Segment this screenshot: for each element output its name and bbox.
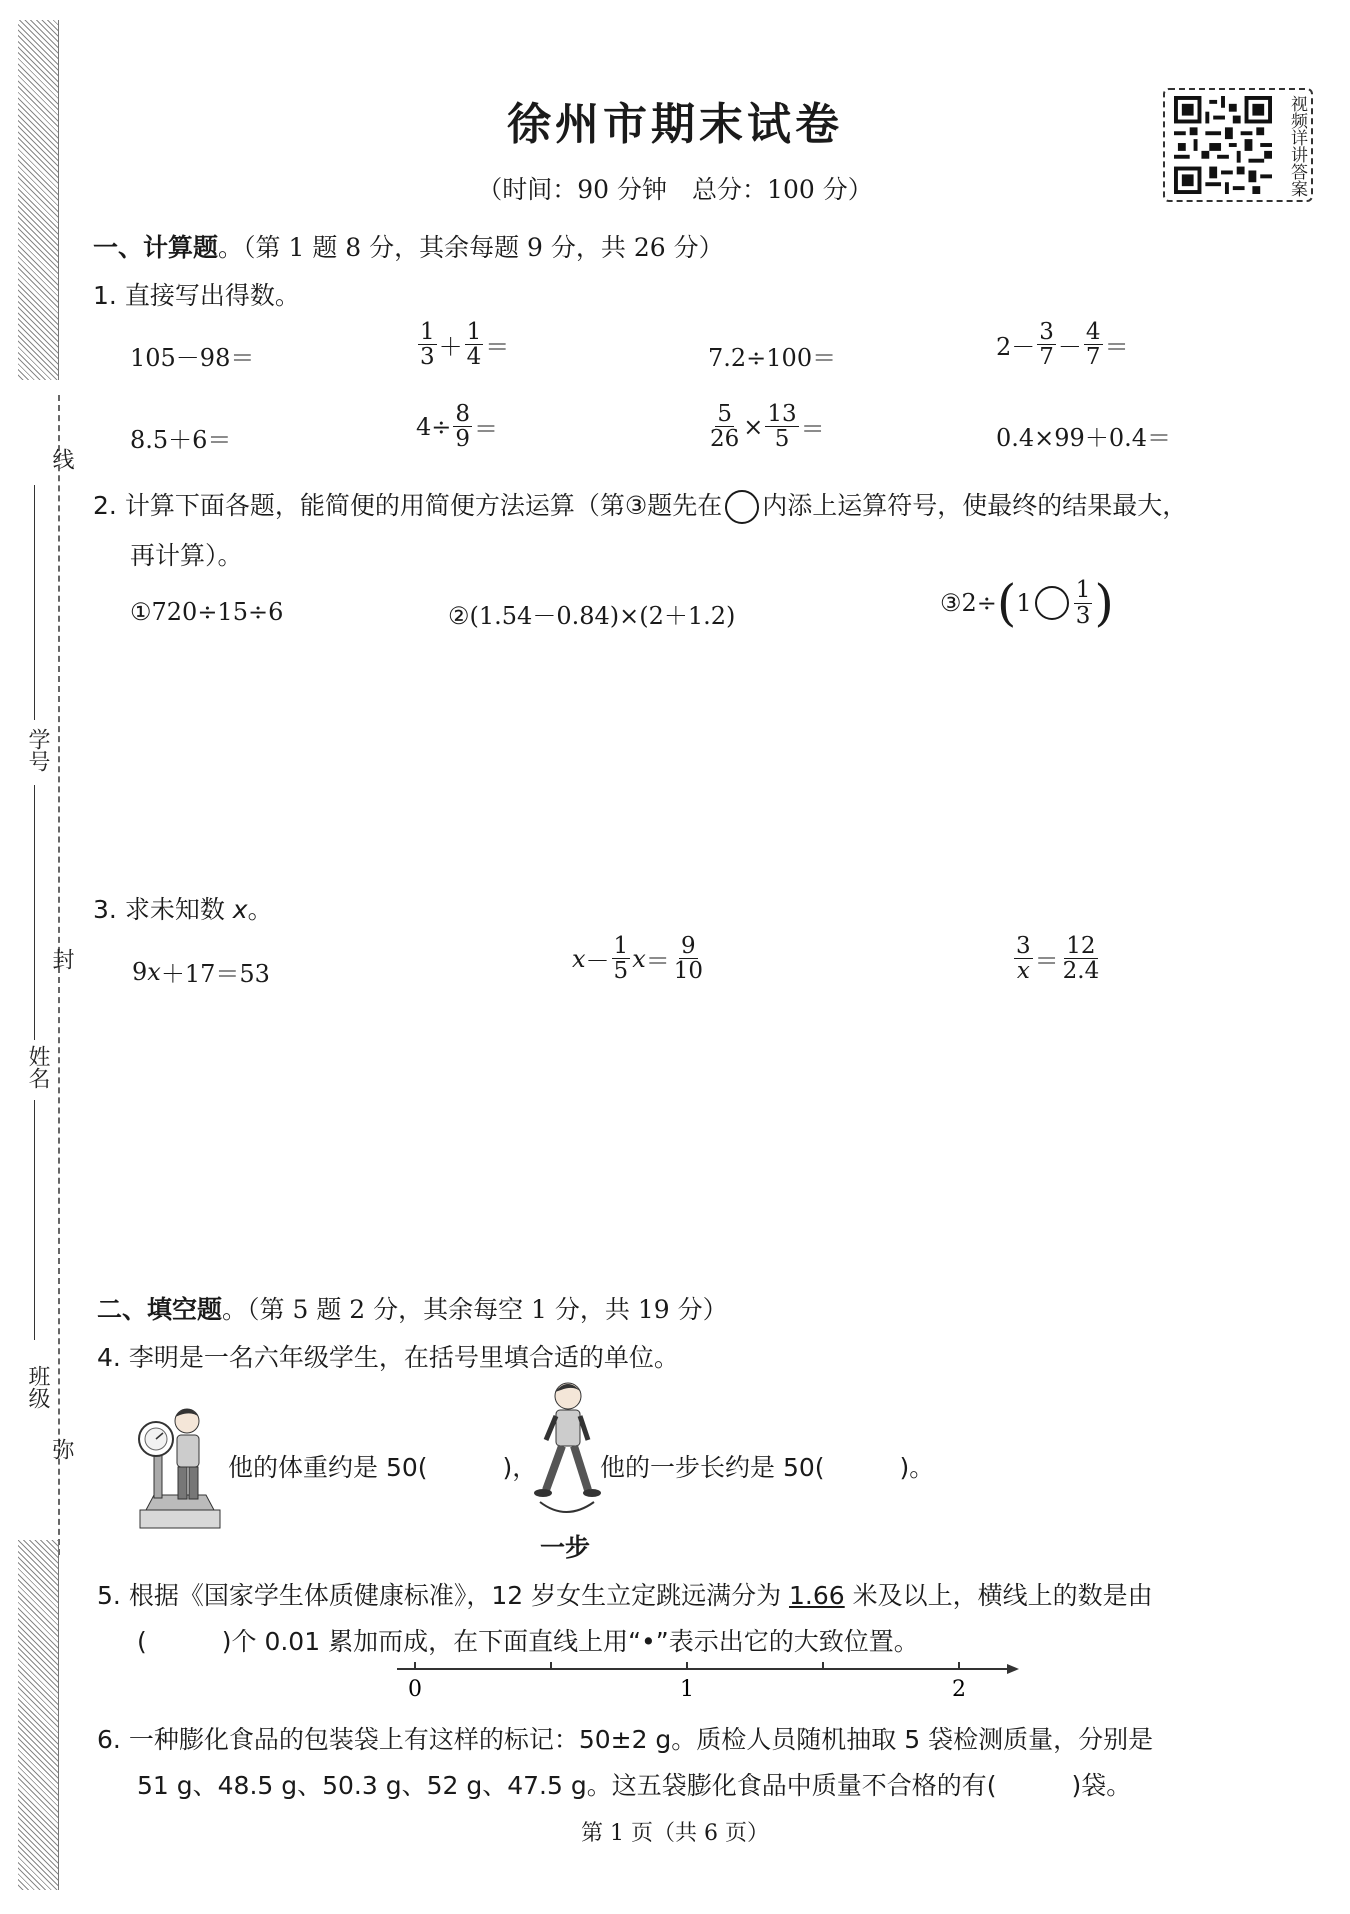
question-2-text-line2: 再计算）。 [130, 541, 243, 570]
question-3-number: 3. [93, 895, 117, 924]
question-2-text-b: 内添上运算符号，使最终的结果最大， [762, 491, 1188, 520]
question-4-text: 李明是一名六年级学生，在括号里填合适的单位。 [128, 1343, 679, 1372]
question-6-number: 6. [97, 1725, 121, 1754]
question-4 [97, 1338, 679, 1374]
question-5-text-b: 米及以上，横线上的数是由 [844, 1581, 1153, 1610]
question-5-line2: ( )个 0.01 累加而成，在下面直线上用“•”表示出它的大致位置。 [137, 1627, 919, 1656]
question-2-text-a: 计算下面各题，能简便的用简便方法运算（第③题先在 [124, 491, 723, 520]
binding-label-xuehao: 学号 [25, 728, 50, 772]
q3-expr-3: $\frac{3}{x}$ ＝ $\frac{12}{2.4}$ [1016, 933, 1100, 985]
q3-expr-2: x － $\frac{1}{5}$ x ＝ $\frac{9}{10}$ [572, 933, 704, 985]
q4-step-caption: 一步 [540, 1533, 591, 1562]
q2-operator-circle-icon[interactable] [1035, 586, 1069, 620]
question-1 [93, 276, 300, 312]
page-title: 徐州市期末试卷 [507, 99, 843, 150]
q1-expr-7: $\frac{5}{26}$ × $\frac{13}{5}$ ＝ [710, 401, 825, 453]
question-1-text: 直接写出得数。 [124, 281, 300, 310]
axis-label-1: 1 [680, 1677, 694, 1702]
xingming-line-top [34, 785, 35, 1040]
boy-walking-icon [528, 1372, 608, 1532]
q1-expr-8: 0.4×99＋0.4＝ [996, 424, 1171, 452]
binding-label-feng: 封 [49, 948, 74, 970]
boy-on-scale-icon [132, 1395, 232, 1535]
qr-box[interactable] [1163, 88, 1313, 202]
binding-label-mi: 弥 [49, 1438, 74, 1460]
question-3 [93, 890, 273, 926]
q3-expr-1: 9 x ＋17＝53 [132, 957, 270, 988]
axis-label-0: 0 [408, 1677, 422, 1702]
q2-expr-2: ②(1.54－0.84)×(2＋1.2) [448, 602, 736, 630]
binding-label-banji: 班级 [25, 1365, 50, 1409]
question-2 [93, 486, 1187, 524]
question-4-number: 4. [97, 1343, 121, 1372]
question-6-text-line1: 一种膨化食品的包装袋上有这样的标记：50±2 g。质检人员随机抽取 5 袋检测质量，分别是 [128, 1725, 1154, 1754]
q5-underlined-value: 1.66 [789, 1581, 845, 1610]
banji-line [34, 1100, 35, 1340]
question-3-end: 。 [247, 895, 273, 924]
q4-step-text: 他的一步长约是 50( )。 [600, 1453, 935, 1482]
q1-expr-3: 7.2÷100＝ [708, 344, 837, 372]
binding-label-xian: 线 [49, 448, 74, 470]
section1-note: 。（第 1 题 8 分，其余每题 9 分，共 26 分） [218, 233, 724, 262]
q1-expr-1: 105－98＝ [130, 344, 255, 372]
question-5 [97, 1576, 1153, 1612]
q1-expr-4: 2－ $\frac{3}{7}$ － $\frac{4}{7}$ ＝ [996, 319, 1129, 371]
q4-weight-text: 他的体重约是 50( )， [228, 1453, 538, 1482]
binding-dashed-line [58, 395, 60, 1555]
question-5-number: 5. [97, 1581, 121, 1610]
section2-note: 。（第 5 题 2 分，其余每空 1 分，共 19 分） [222, 1295, 728, 1324]
q1-expr-5: 8.5＋6＝ [130, 426, 232, 454]
section1-title: 一、计算题 [93, 233, 219, 262]
qr-code-icon [1173, 96, 1273, 194]
circle-blank-icon [725, 490, 759, 524]
question-1-number: 1. [93, 281, 117, 310]
question-3-var: x [232, 895, 248, 924]
page-subtitle: （时间：90 分钟 总分：100 分） [477, 175, 873, 204]
xuehao-line [34, 485, 35, 720]
question-2-number: 2. [93, 491, 117, 520]
section2-heading [97, 1290, 728, 1326]
q1-expr-6: 4÷ $\frac{8}{9}$ ＝ [416, 401, 499, 453]
page-footer: 第 1 页（共 6 页） [581, 1821, 769, 1846]
question-3-text: 求未知数 [124, 895, 225, 924]
section1-heading [93, 228, 724, 264]
q2-expr-1: ①720÷15÷6 [130, 598, 284, 626]
q2-expr-3: ③2÷ ( 1 $\frac{1}{3}$ ) [940, 574, 1114, 632]
binding-label-xingming: 姓名 [25, 1045, 50, 1089]
q1-expr-2: $\frac{1}{3}$ ＋ $\frac{1}{4}$ ＝ [420, 319, 510, 371]
qr-label: 视频详讲答案 [1287, 95, 1307, 197]
question-6 [97, 1720, 1153, 1756]
question-6-line2: 51 g、48.5 g、50.3 g、52 g、47.5 g。这五袋膨化食品中质量不合格的有( )袋。 [137, 1771, 1132, 1800]
question-5-text-a: 根据《国家学生体质健康标准》，12 岁女生立定跳远满分为 [128, 1581, 790, 1610]
section2-title: 二、填空题 [97, 1295, 223, 1324]
number-line[interactable] [395, 1654, 1025, 1704]
axis-label-2: 2 [952, 1677, 966, 1702]
